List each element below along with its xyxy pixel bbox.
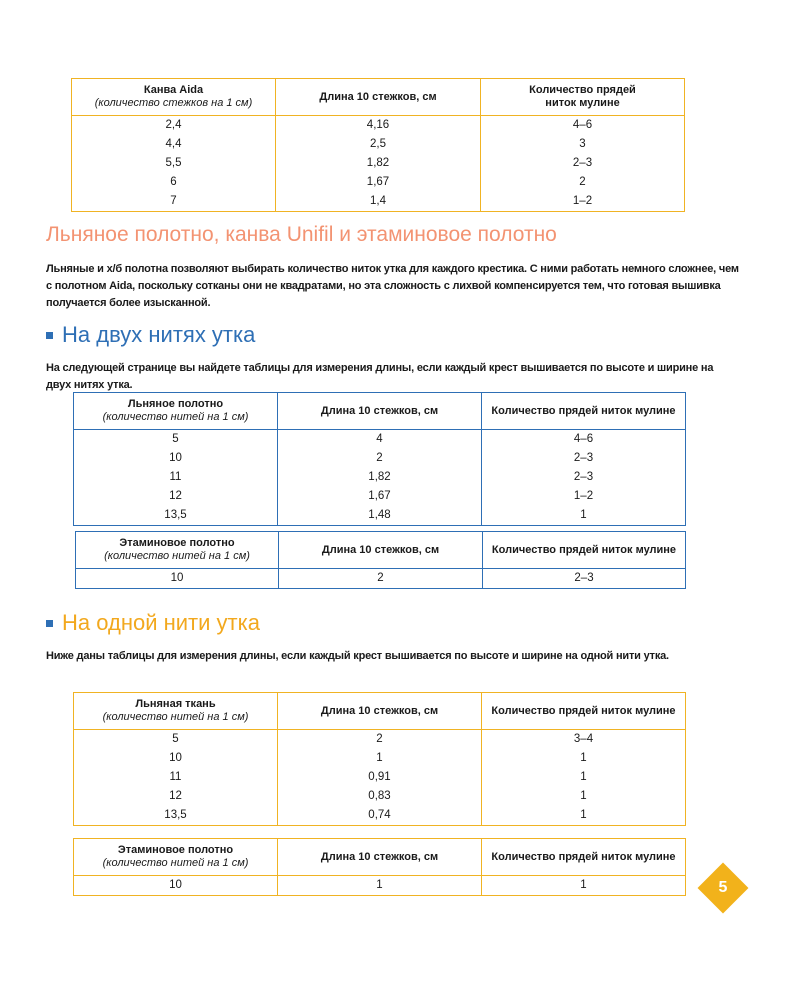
table-row	[74, 787, 686, 806]
header-title: Льняное полотно	[127, 398, 224, 410]
header-line: ниток мулине	[545, 97, 620, 109]
cell: 2	[278, 449, 482, 468]
header-cell: Длина 10 стежков, см	[276, 79, 481, 116]
cell: 10	[169, 452, 182, 464]
cell: 1,4	[276, 192, 481, 212]
header-cell	[74, 839, 278, 876]
two-threads-etamine-table	[75, 531, 686, 589]
cell: 2–3	[481, 154, 685, 173]
table-row	[74, 749, 686, 768]
aida-table	[71, 78, 685, 212]
section-paragraph-two-threads: На следующей странице вы найдете таблицы для измерения длины, если каждый крест вышивается по высоте и ширине на двух нитях утка.	[46, 362, 714, 391]
bullet-icon	[46, 332, 53, 339]
table-row	[72, 116, 685, 136]
cell: 4,16	[276, 116, 481, 136]
cell: 3	[481, 135, 685, 154]
header-cell: Длина 10 стежков, см	[278, 393, 482, 430]
cell: 13,5	[164, 509, 187, 521]
table-row	[74, 487, 686, 506]
cell: 1,67	[276, 173, 481, 192]
section-heading-one-thread	[46, 610, 260, 636]
cell: 6	[170, 176, 177, 188]
one-thread-linen-table	[73, 692, 686, 826]
section-paragraph-one-thread: Ниже даны таблицы для измерения длины, если каждый крест вышивается по высоте и ширине на одной нити утка.	[46, 650, 669, 662]
cell: 2	[279, 569, 483, 589]
page-number-badge	[697, 862, 749, 914]
cell: 11	[169, 471, 182, 483]
bullet-icon	[46, 620, 53, 627]
cell: 1,67	[278, 487, 482, 506]
section-paragraph-linen: Льняные и х/б полотна позволяют выбирать количество ниток утка для каждого крестика. С ними работать немного сложнее, чем с полотном Aida, поскольку сотканы они не квадратами, но эта сложность с лихвой компенсируется тем, что готовая вышивка получается более изысканной.	[46, 263, 739, 309]
header-title: Этаминовое полотно	[117, 844, 234, 856]
header-line: Количество прядей	[529, 84, 636, 96]
cell: 11	[169, 771, 182, 783]
cell: 1	[482, 806, 686, 826]
header-cell	[74, 693, 278, 730]
table-header-row	[72, 79, 685, 116]
cell: 7	[170, 195, 177, 207]
table-header-row	[74, 839, 686, 876]
cell: 10	[169, 752, 182, 764]
header-subtitle: (количество нитей на 1 см)	[102, 711, 249, 723]
cell: 4–6	[482, 430, 686, 450]
section-heading-text: На одной нити утка	[62, 610, 260, 635]
cell: 1	[482, 787, 686, 806]
cell: 4	[278, 430, 482, 450]
page-number: 5	[718, 879, 728, 896]
header-cell: Длина 10 стежков, см	[278, 839, 482, 876]
cell: 1	[278, 876, 482, 896]
header-title: Канва Aida	[143, 84, 204, 96]
section-heading-linen: Льняное полотно, канва Unifil и этаминовое полотно	[46, 223, 557, 246]
header-subtitle: (количество нитей на 1 см)	[102, 857, 249, 869]
header-cell: Длина 10 стежков, см	[278, 693, 482, 730]
header-cell: Количество прядей ниток мулине	[482, 839, 686, 876]
cell: 1	[482, 506, 686, 526]
cell: 1	[482, 876, 686, 896]
table-row	[74, 430, 686, 450]
header-title: Этаминовое полотно	[119, 537, 235, 549]
cell: 3–4	[482, 730, 686, 750]
table-row	[72, 154, 685, 173]
header-cell: Количество прядей ниток мулине	[483, 532, 686, 569]
cell: 2,4	[165, 119, 182, 131]
table-row	[74, 806, 686, 826]
cell: 1	[278, 749, 482, 768]
table-row	[74, 506, 686, 526]
cell: 2,5	[276, 135, 481, 154]
cell: 1–2	[481, 192, 685, 212]
header-cell	[481, 79, 685, 116]
cell: 4,4	[165, 138, 182, 150]
cell: 2	[278, 730, 482, 750]
header-subtitle: (количество нитей на 1 см)	[104, 550, 250, 562]
table-header-row	[74, 693, 686, 730]
table-header-row	[74, 393, 686, 430]
cell: 1,82	[278, 468, 482, 487]
cell: 2–3	[482, 468, 686, 487]
cell: 0,91	[278, 768, 482, 787]
cell: 13,5	[164, 809, 187, 821]
section-heading-text: На двух нитях утка	[62, 322, 256, 347]
table-row	[72, 135, 685, 154]
table-row	[74, 449, 686, 468]
cell: 10	[169, 879, 182, 891]
cell: 1–2	[482, 487, 686, 506]
one-thread-etamine-table	[73, 838, 686, 896]
header-title: Льняная ткань	[135, 698, 216, 710]
header-cell: Количество прядей ниток мулине	[482, 393, 686, 430]
cell: 1,82	[276, 154, 481, 173]
table-header-row	[76, 532, 686, 569]
cell: 1,48	[278, 506, 482, 526]
cell: 4–6	[481, 116, 685, 136]
header-cell	[76, 532, 279, 569]
section-heading-two-threads	[46, 322, 255, 348]
cell: 2–3	[482, 449, 686, 468]
table-row	[72, 192, 685, 212]
cell: 10	[170, 572, 184, 584]
cell: 12	[169, 790, 182, 802]
table-row	[74, 468, 686, 487]
cell: 2–3	[483, 569, 686, 589]
cell: 12	[169, 490, 182, 502]
table-row	[72, 173, 685, 192]
cell: 1	[482, 768, 686, 787]
cell: 1	[482, 749, 686, 768]
header-subtitle: (количество нитей на 1 см)	[102, 411, 249, 423]
table-row	[74, 876, 686, 896]
cell: 5	[172, 733, 179, 745]
cell: 5,5	[165, 157, 182, 169]
two-threads-linen-table	[73, 392, 686, 526]
cell: 0,83	[278, 787, 482, 806]
header-cell: Длина 10 стежков, см	[279, 532, 483, 569]
table-row	[74, 768, 686, 787]
table-row	[76, 569, 686, 589]
cell: 5	[172, 433, 179, 445]
header-cell	[72, 79, 276, 116]
cell: 2	[481, 173, 685, 192]
cell: 0,74	[278, 806, 482, 826]
header-cell	[74, 393, 278, 430]
header-cell: Количество прядей ниток мулине	[482, 693, 686, 730]
table-row	[74, 730, 686, 750]
header-subtitle: (количество стежков на 1 см)	[94, 97, 253, 109]
